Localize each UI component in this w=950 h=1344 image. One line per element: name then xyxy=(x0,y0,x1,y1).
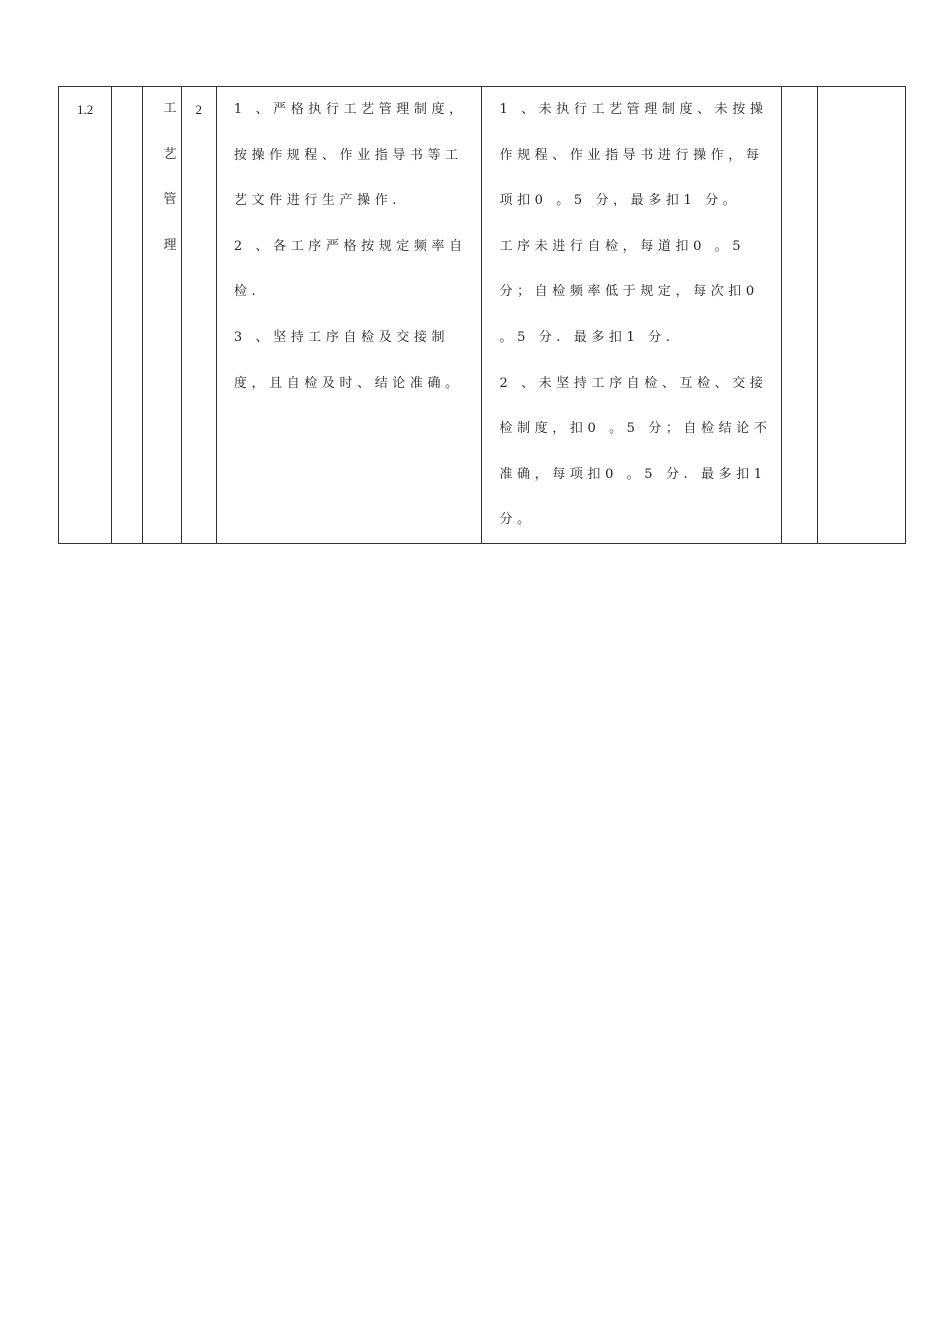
item-char: 艺 xyxy=(163,146,177,162)
empty-cell xyxy=(112,87,143,544)
item-name xyxy=(143,72,177,268)
standard-text: 工序未进行自检，每道扣0 。5 分；自检频率低于规定，每次扣0 。5 分. 最多扣1 分. xyxy=(499,238,759,345)
requirements-cell xyxy=(216,87,482,544)
assessment-table xyxy=(58,86,906,544)
standard-text: 2 、未坚持工序自检、互检、交接检制度，扣0 。5 分；自检结论不准确，每项扣0 。5 分. 最多扣1 分。 xyxy=(499,375,772,528)
row-number-cell xyxy=(59,87,112,544)
standards-cell xyxy=(482,87,782,544)
item-char: 管 xyxy=(163,192,177,208)
requirement-text: 3 、坚持工序自检及交接制度，且自检及时、结论准确。 xyxy=(233,329,463,391)
table-row xyxy=(59,87,906,544)
empty-cell xyxy=(782,87,818,544)
score-cell xyxy=(181,87,216,544)
requirement-text: 2 、各工序严格按规定频率自检. xyxy=(233,238,467,300)
item-name-cell xyxy=(143,87,181,544)
row-number: 1.2 xyxy=(77,102,94,117)
requirement-text: 1 、严格执行工艺管理制度，按操作规程、作业指导书等工艺文件进行生产操作. xyxy=(233,102,467,209)
empty-cell xyxy=(818,87,906,544)
item-char: 工 xyxy=(163,101,177,116)
standard-text: 1 、未执行工艺管理制度、未按操作规程、作业指导书进行操作，每项扣0 。5 分，最多扣1 分。 xyxy=(499,102,768,209)
item-char: 理 xyxy=(163,237,177,253)
score-value: 2 xyxy=(195,102,203,117)
